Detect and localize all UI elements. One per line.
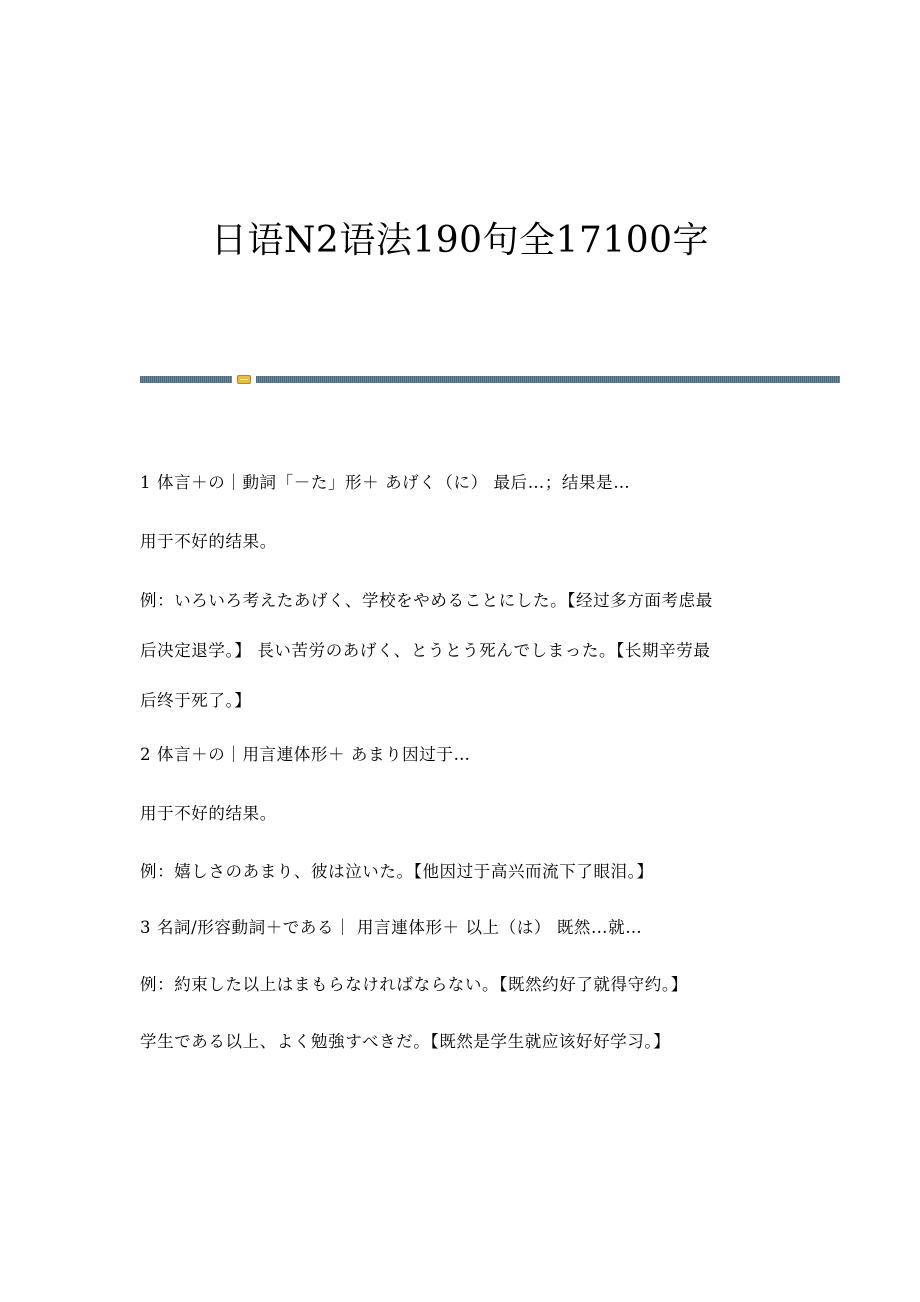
grammar-1-example-line-2: 后决定退学。】 長い苦労のあげく、とうとう死んでしまった。【长期辛劳最: [140, 641, 711, 660]
grammar-1-example-line-3: 后终于死了。】: [140, 691, 252, 710]
grammar-1-example-line-1: 例：いろいろ考えたあげく、学校をやめることにした。【经过多方面考虑最: [140, 591, 713, 610]
grammar-3-example-1: 例：約束した以上はまもらなければならない。【既然约好了就得守约。】: [140, 975, 688, 994]
document-title: 日语N2语法190句全17100字: [210, 220, 710, 261]
document-body: [140, 468, 790, 1056]
divider-bar-right: [256, 376, 840, 383]
grammar-3-example-2: 学生である以上、よく勉強すべきだ。【既然是学生就应该好好学习。】: [140, 1032, 671, 1051]
divider-bar-left: [140, 376, 232, 383]
title-divider: [140, 375, 840, 384]
grammar-2-example: 例：嬉しさのあまり、彼は泣いた。【他因过于高兴而流下了眼泪。】: [140, 862, 654, 881]
grammar-1-usage: 用于不好的结果。: [140, 532, 277, 551]
grammar-1-heading: 1 体言＋の｜動詞「－た」形＋ あげく（に） 最后…；结果是…: [140, 473, 631, 492]
grammar-2-usage: 用于不好的结果。: [140, 804, 277, 823]
divider-emblem-icon: [237, 375, 251, 384]
grammar-3-heading: 3 名詞/形容動詞＋である｜ 用言連体形＋ 以上（は） 既然…就…: [140, 918, 643, 937]
grammar-2-heading: 2 体言＋の｜用言連体形＋ あまり因过于…: [140, 745, 471, 764]
